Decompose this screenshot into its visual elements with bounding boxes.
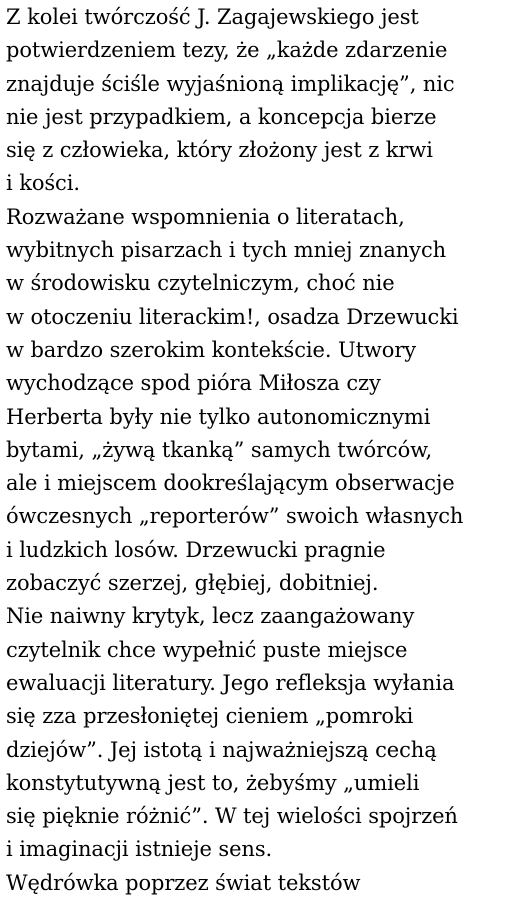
text-line: w środowisku czytelniczym, choć nie — [6, 271, 395, 296]
text-line: ówczesnych „reporterów” swoich własnych — [6, 504, 464, 529]
text-line: konstytutywną jest to, żebyśmy „umieli — [6, 770, 420, 795]
text-line: Nie naiwny krytyk, lecz zaangażowany — [6, 604, 415, 629]
text-line: i imaginacji istnieje sens. — [6, 837, 273, 862]
text-line: dziejów”. Jej istotą i najważniejszą cechą — [6, 737, 437, 762]
text-line: Herberta były nie tylko autonomicznymi — [6, 404, 431, 429]
text-line: bytami, „żywą tkanką” samych twórców, — [6, 437, 433, 462]
text-line: wychodzące spod pióra Miłosza czy — [6, 371, 381, 396]
text-line: Z kolei twórczość J. Zagajewskiego jest — [6, 5, 419, 29]
document-body — [6, 1, 526, 900]
text-line: zobaczyć szerzej, głębiej, dobitniej. — [6, 571, 379, 596]
text-line: się z człowieka, który złożony jest z krwi — [6, 138, 433, 163]
text-line: ale i miejscem dookreślającym obserwacje — [6, 471, 455, 496]
text-line: wybitnych pisarzach i tych mniej znanych — [6, 238, 447, 263]
text-line: Rozważane wspomnienia o literatach, — [6, 204, 405, 229]
text-line: i kości. — [6, 171, 80, 196]
text-line: i ludzkich losów. Drzewucki pragnie — [6, 537, 386, 562]
text-line: się zza przesłoniętej cieniem „pomroki — [6, 704, 414, 729]
text-line: czytelnik chce wypełnić puste miejsce — [6, 637, 408, 662]
text-line: potwierdzeniem tezy, że „każde zdarzenie — [6, 38, 448, 63]
text-line: znajduje ściśle wyjaśnioną implikację”, nic — [6, 71, 455, 96]
text-line: ewaluacji literatury. Jego refleksja wyłania — [6, 670, 455, 695]
text-line: Wędrówka poprzez świat tekstów — [6, 870, 361, 895]
text-line: w otoczeniu literackim!, osadza Drzewucki — [6, 304, 459, 329]
text-line: w bardzo szerokim kontekście. Utwory — [6, 337, 417, 362]
text-line: nie jest przypadkiem, a koncepcja bierze — [6, 104, 437, 129]
text-line: się pięknie różnić”. W tej wielości spojrzeń — [6, 804, 458, 829]
